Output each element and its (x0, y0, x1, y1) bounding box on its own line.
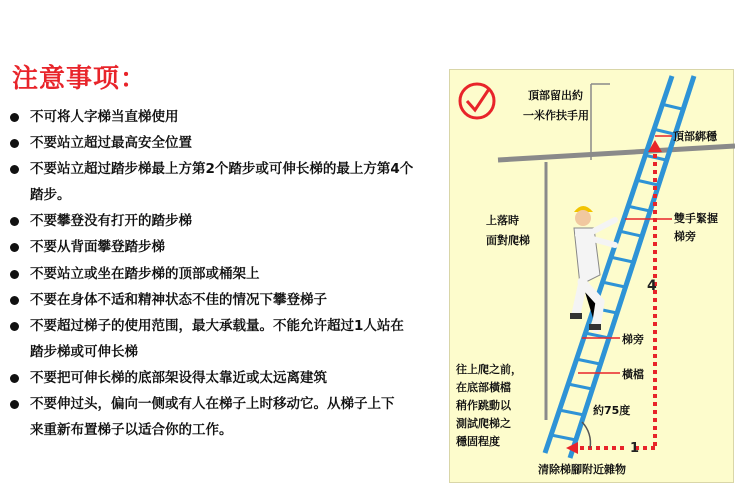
bullet-icon (10, 322, 19, 331)
rail-label: 梯旁 (622, 333, 644, 346)
bullet-icon (10, 374, 19, 383)
hands-note-1: 雙手緊握 (674, 212, 718, 225)
hands-note-2: 梯旁 (674, 230, 696, 243)
list-item: 不要伸过头，偏向一侧或有人在梯子上时移动它。从梯子上下 (8, 391, 448, 417)
ladder (545, 76, 694, 458)
side-note-2: 面對爬梯 (486, 234, 530, 247)
list-item: 不要超过梯子的使用范围，最大承载量。不能允许超过1人站在 (8, 313, 448, 339)
bullet-icon (10, 296, 19, 305)
list-item: 不要把可伸长梯的底部架设得太靠近或太远离建筑 (8, 365, 448, 391)
list-item: 不要站立或坐在踏步梯的顶部或桶架上 (8, 261, 448, 287)
precautions-list (8, 104, 448, 443)
check-note-4: 測試爬梯之 (456, 417, 511, 430)
check-mark-icon (460, 84, 494, 118)
bullet-icon (10, 243, 19, 252)
bullet-icon (10, 270, 19, 279)
side-note-1: 上落時 (486, 214, 519, 227)
top-note-1: 頂部留出約 (528, 89, 583, 102)
list-item: 不要站立超过踏步梯最上方第2个踏步或可伸长梯的最上方第4个 (8, 156, 448, 182)
bullet-icon (10, 400, 19, 409)
bullet-icon (10, 217, 19, 226)
bullet-icon (10, 165, 19, 174)
base-arrow (566, 442, 655, 454)
ladder-safety-illustration (449, 69, 734, 483)
ratio-high-label: 4 (647, 278, 657, 294)
angle-arc (582, 422, 590, 448)
check-note-3: 稍作跳動以 (456, 399, 511, 412)
angle-label: 約75度 (593, 404, 631, 417)
check-note-5: 穩固程度 (456, 435, 500, 448)
bottom-note: 清除梯腳附近雜物 (538, 463, 626, 476)
bullet-icon (10, 139, 19, 148)
list-item-continuation: 踏步梯或可伸长梯 (30, 343, 138, 360)
list-item: 不要从背面攀登踏步梯 (8, 234, 448, 260)
list-item-continuation: 来重新布置梯子以适合你的工作。 (30, 422, 233, 439)
check-note-1: 往上爬之前， (456, 363, 522, 376)
list-item: 不要站立超过最高安全位置 (8, 130, 448, 156)
rung-label: 橫檔 (622, 368, 644, 381)
list-item-continuation: 踏步。 (30, 187, 71, 204)
roof-beam (498, 146, 735, 160)
list-item: 不要在身体不适和精神状态不佳的情况下攀登梯子 (8, 287, 448, 313)
ratio-low-label: 1 (630, 441, 640, 456)
top-tie-label: 頂部綁穩 (673, 130, 717, 143)
top-note-2: 一米作扶手用 (523, 109, 589, 122)
page-title: 注意事项： (12, 64, 148, 94)
list-item: 不可将人字梯当直梯使用 (8, 104, 448, 130)
check-note-2: 在底部橫檔 (456, 381, 511, 394)
list-item: 不要攀登没有打开的踏步梯 (8, 208, 448, 234)
bullet-icon (10, 113, 19, 122)
